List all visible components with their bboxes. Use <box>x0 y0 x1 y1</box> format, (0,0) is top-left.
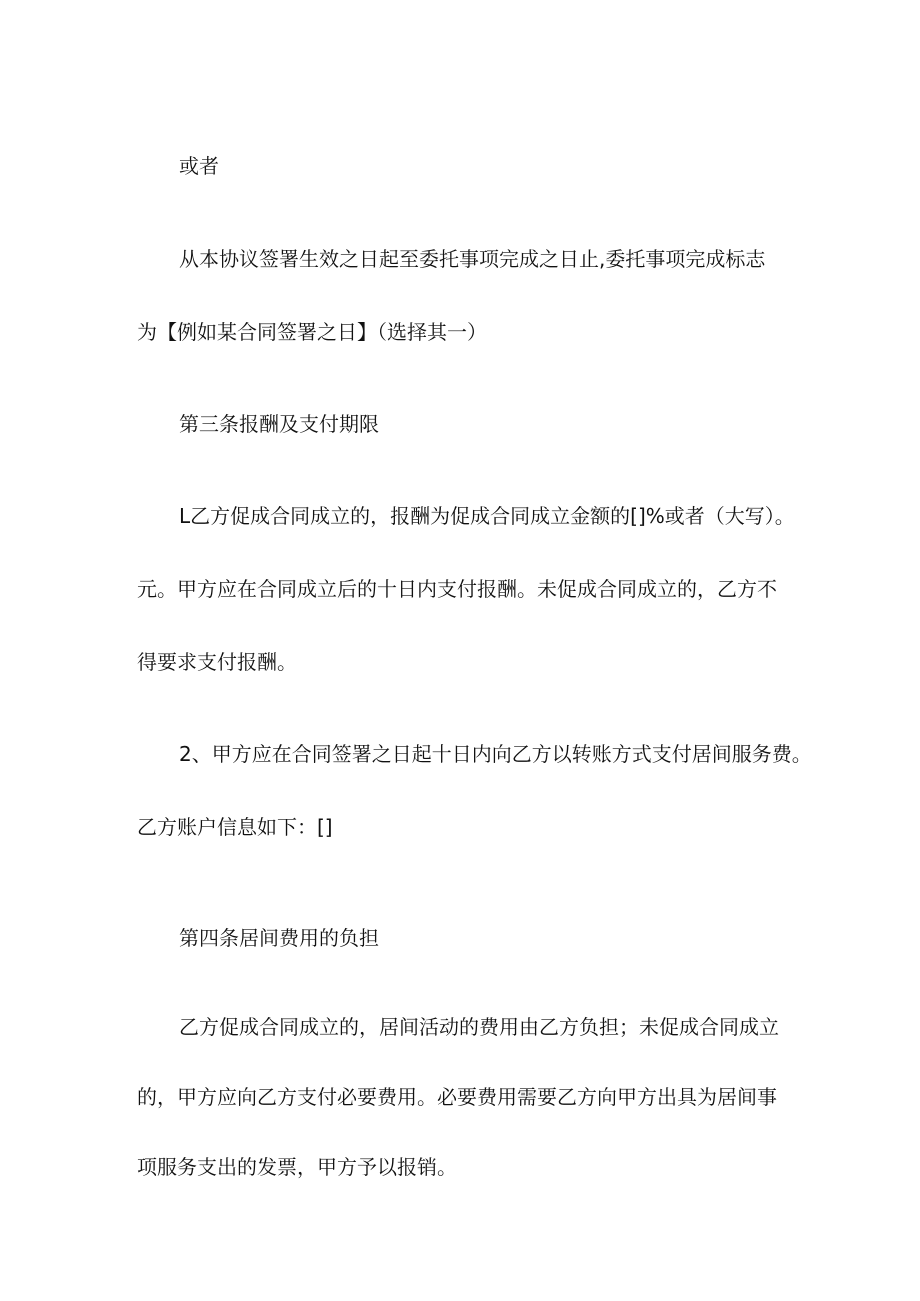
text-line-remuneration-1: L乙方促成合同成立的，报酬为促成合同成立金额的[]%或者（大写）。 <box>179 504 795 528</box>
text-line-remuneration-2: 元。甲方应在合同成立后的十日内支付报酬。未促成合同成立的，乙方不 <box>137 577 777 601</box>
text-line-payment-1: 2、甲方应在合同签署之日起十日内向乙方以转账方式支付居间服务费。 <box>179 742 812 766</box>
text-line-expense-2: 的，甲方应向乙方支付必要费用。必要费用需要乙方向甲方出具为居间事 <box>137 1085 777 1109</box>
text-line-or: 或者 <box>179 154 219 178</box>
text-line-expense-1: 乙方促成合同成立的，居间活动的费用由乙方负担；未促成合同成立 <box>179 1015 779 1039</box>
text-line-term-start: 从本协议签署生效之日起至委托事项完成之日止,委托事项完成标志 <box>179 247 766 271</box>
section-heading-article-3: 第三条报酬及支付期限 <box>179 412 379 436</box>
text-line-term-example: 为【例如某合同签署之日】（选择其一） <box>137 320 487 344</box>
section-heading-article-4: 第四条居间费用的负担 <box>179 926 379 950</box>
text-line-payment-2: 乙方账户信息如下：[] <box>137 815 333 839</box>
text-line-remuneration-3: 得要求支付报酬。 <box>137 650 297 674</box>
text-line-expense-3: 项服务支出的发票，甲方予以报销。 <box>137 1155 457 1179</box>
